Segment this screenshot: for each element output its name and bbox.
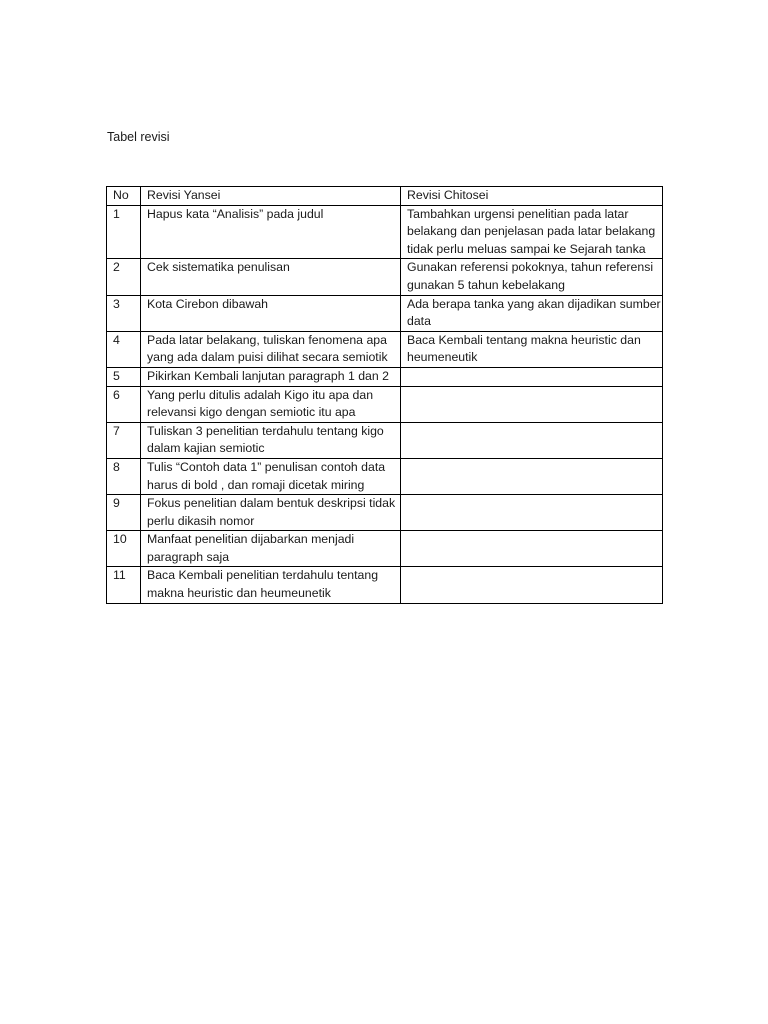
cell-revisi-yansei: Cek sistematika penulisan [141, 259, 401, 295]
cell-no: 9 [107, 495, 141, 531]
header-row [107, 187, 663, 206]
cell-no: 5 [107, 367, 141, 386]
cell-revisi-chitosei [401, 422, 663, 458]
cell-revisi-yansei: Pada latar belakang, tuliskan fenomena apa yang ada dalam puisi dilihat secara semiotik [141, 331, 401, 367]
header-no: No [107, 187, 141, 206]
page-title: Tabel revisi [107, 130, 170, 144]
cell-revisi-yansei: Kota Cirebon dibawah [141, 295, 401, 331]
table-row [107, 259, 663, 295]
table-row [107, 495, 663, 531]
cell-revisi-yansei: Hapus kata “Analisis” pada judul [141, 205, 401, 259]
cell-no: 3 [107, 295, 141, 331]
cell-revisi-yansei: Manfaat penelitian dijabarkan menjadi paragraph saja [141, 531, 401, 567]
table-row [107, 422, 663, 458]
cell-no: 1 [107, 205, 141, 259]
cell-no: 10 [107, 531, 141, 567]
table-row [107, 531, 663, 567]
cell-revisi-chitosei: Tambahkan urgensi penelitian pada latar belakang dan penjelasan pada latar belakang tidak perlu meluas sampai ke Sejarah tanka [401, 205, 663, 259]
cell-revisi-yansei: Yang perlu ditulis adalah Kigo itu apa dan relevansi kigo dengan semiotic itu apa [141, 386, 401, 422]
table-row [107, 458, 663, 494]
table-row [107, 367, 663, 386]
cell-revisi-yansei: Tulis “Contoh data 1” penulisan contoh data harus di bold , dan romaji dicetak miring [141, 458, 401, 494]
cell-revisi-chitosei [401, 567, 663, 603]
cell-revisi-chitosei [401, 458, 663, 494]
cell-revisi-chitosei [401, 531, 663, 567]
cell-revisi-yansei: Tuliskan 3 penelitian terdahulu tentang kigo dalam kajian semiotic [141, 422, 401, 458]
table-row [107, 386, 663, 422]
cell-no: 8 [107, 458, 141, 494]
revision-table [106, 186, 663, 604]
cell-revisi-chitosei: Gunakan referensi pokoknya, tahun referensi gunakan 5 tahun kebelakang [401, 259, 663, 295]
cell-no: 4 [107, 331, 141, 367]
cell-revisi-chitosei: Baca Kembali tentang makna heuristic dan heumeneutik [401, 331, 663, 367]
header-revisi-yansei: Revisi Yansei [141, 187, 401, 206]
cell-revisi-yansei: Pikirkan Kembali lanjutan paragraph 1 dan 2 [141, 367, 401, 386]
cell-revisi-chitosei: Ada berapa tanka yang akan dijadikan sumber data [401, 295, 663, 331]
cell-no: 11 [107, 567, 141, 603]
cell-revisi-yansei: Fokus penelitian dalam bentuk deskripsi tidak perlu dikasih nomor [141, 495, 401, 531]
table-body [107, 205, 663, 603]
cell-revisi-chitosei [401, 386, 663, 422]
header-revisi-chitosei: Revisi Chitosei [401, 187, 663, 206]
table-row [107, 205, 663, 259]
cell-no: 7 [107, 422, 141, 458]
table-header [107, 187, 663, 206]
table-row [107, 567, 663, 603]
cell-revisi-yansei: Baca Kembali penelitian terdahulu tentang makna heuristic dan heumeunetik [141, 567, 401, 603]
table-row [107, 331, 663, 367]
cell-no: 2 [107, 259, 141, 295]
table-row [107, 295, 663, 331]
cell-revisi-chitosei [401, 495, 663, 531]
cell-revisi-chitosei [401, 367, 663, 386]
cell-no: 6 [107, 386, 141, 422]
